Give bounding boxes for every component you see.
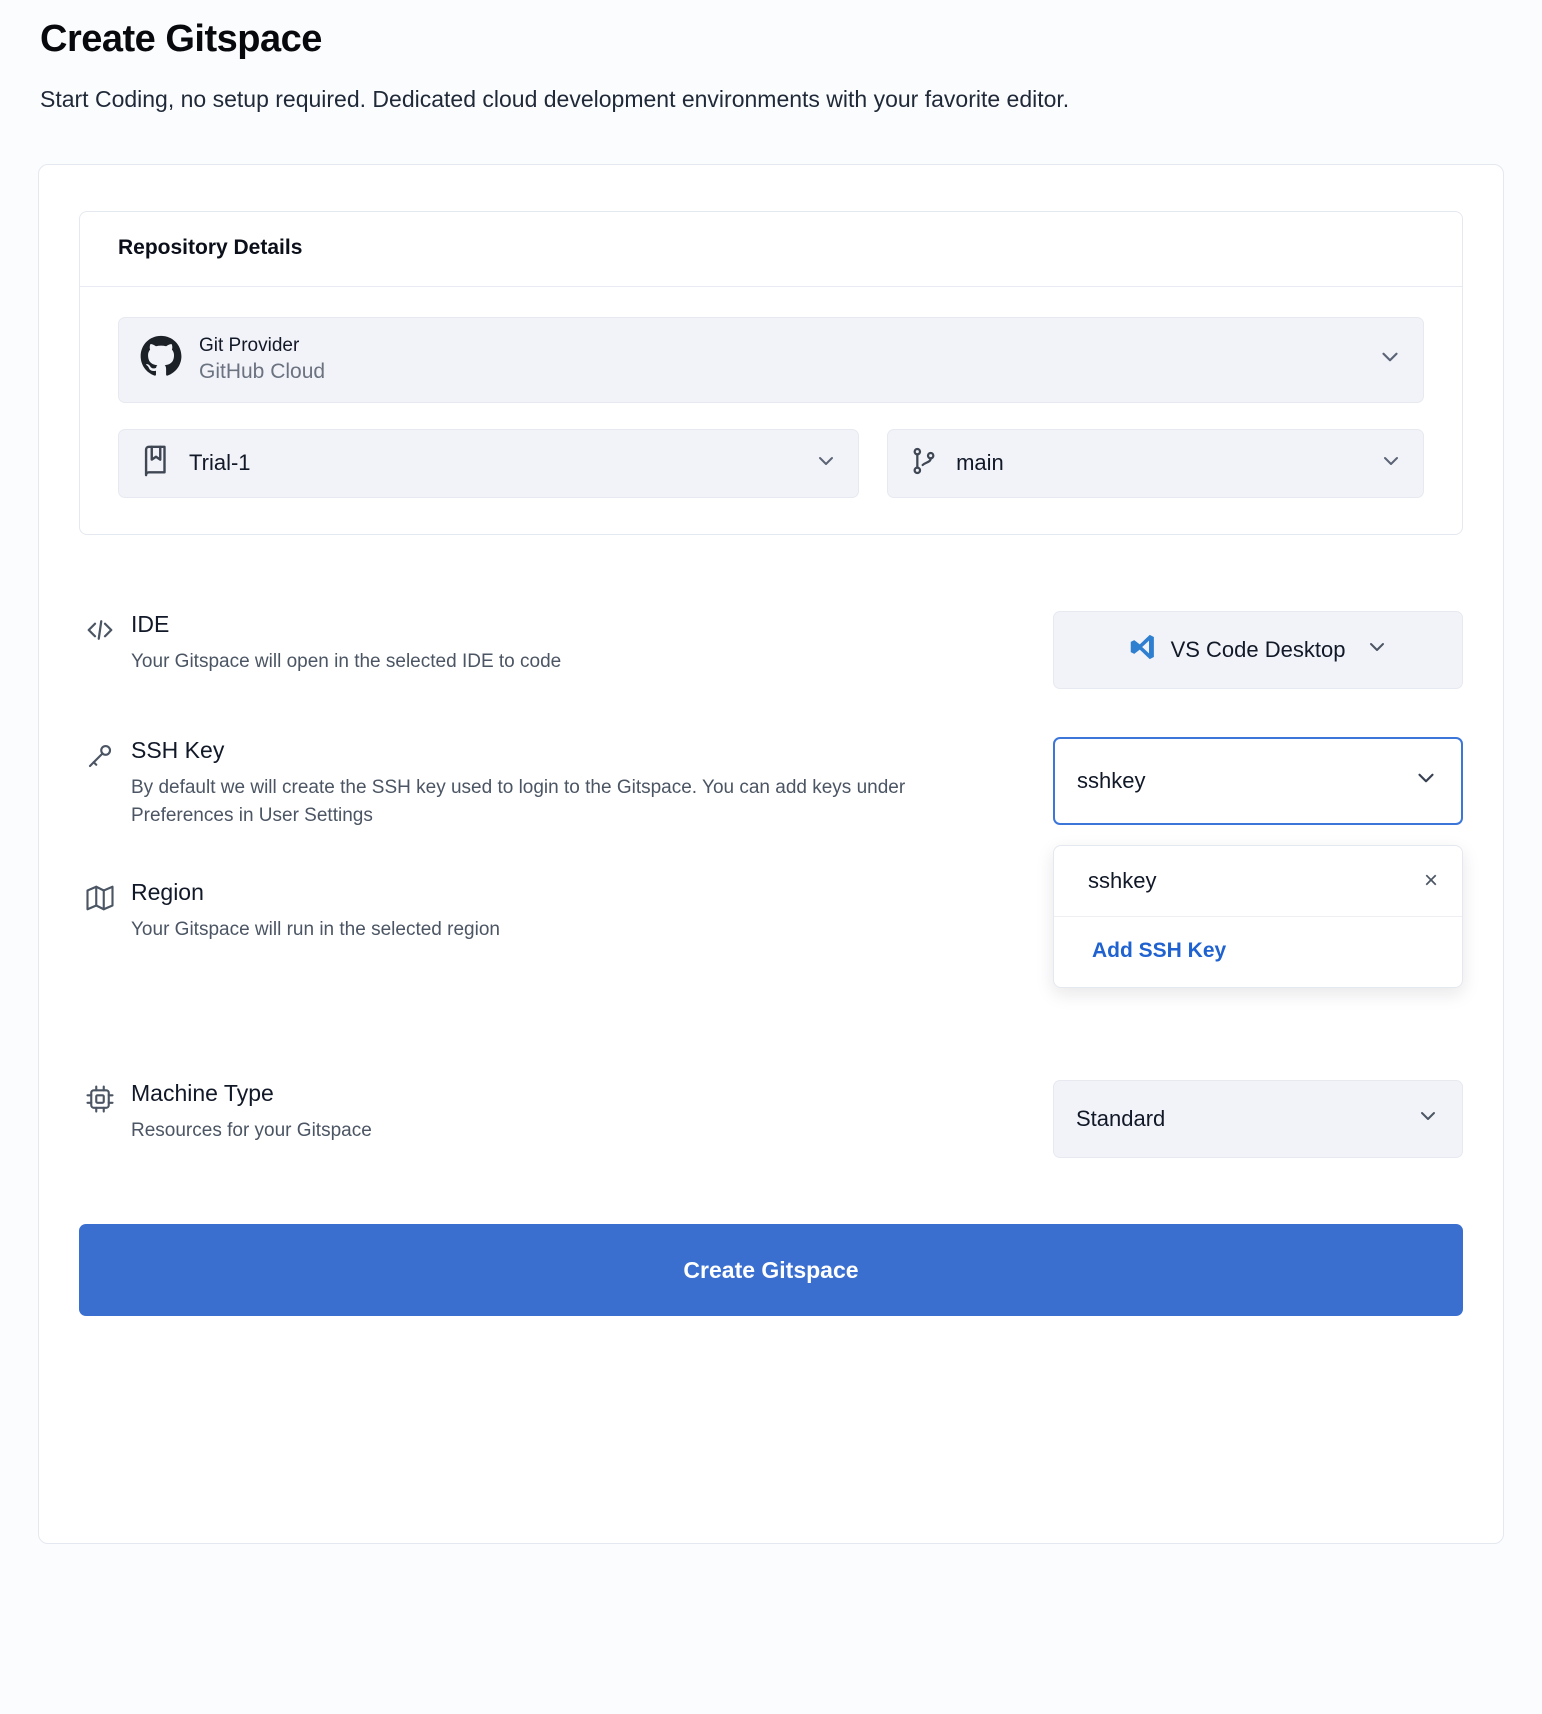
page-subtitle: Start Coding, no setup required. Dedicated cloud development environments with your favorite editor. xyxy=(40,86,1070,112)
key-icon xyxy=(85,737,131,776)
repo-branch-row xyxy=(118,429,1424,498)
git-provider-text xyxy=(199,334,325,385)
option-title: SSH Key xyxy=(131,736,225,763)
repository-value: Trial-1 xyxy=(189,450,251,476)
option-title: Machine Type xyxy=(131,1080,274,1107)
repository-details-section xyxy=(79,211,1463,534)
option-row-ide xyxy=(79,585,1463,711)
option-ssh-control xyxy=(1053,737,1463,962)
option-description: Resources for your Gitspace xyxy=(131,1120,372,1142)
option-title: Region xyxy=(131,878,204,905)
option-machine-text xyxy=(131,1080,1053,1146)
chevron-down-icon xyxy=(814,449,838,478)
page-header xyxy=(0,0,1542,116)
ssh-key-select[interactable] xyxy=(1053,737,1463,825)
option-row-machine-type xyxy=(79,1054,1463,1180)
git-provider-select[interactable] xyxy=(118,317,1424,402)
ssh-key-option-label: sshkey xyxy=(1088,867,1157,893)
ssh-key-option[interactable] xyxy=(1054,846,1462,917)
branch-select[interactable] xyxy=(887,429,1424,498)
chevron-down-icon xyxy=(1416,1104,1440,1134)
chevron-down-icon xyxy=(1377,344,1403,375)
ssh-key-dropdown xyxy=(1053,845,1463,988)
option-description: Your Gitspace will run in the selected region xyxy=(131,918,500,940)
machine-type-value: Standard xyxy=(1076,1106,1166,1132)
add-ssh-key-button[interactable]: Add SSH Key xyxy=(1092,938,1227,962)
ide-select[interactable] xyxy=(1053,611,1463,689)
page-title: Create Gitspace xyxy=(40,18,322,60)
option-region-text xyxy=(131,879,1053,945)
repository-details-title: Repository Details xyxy=(80,212,1462,287)
repository-icon xyxy=(139,444,173,483)
options-list xyxy=(79,585,1463,1181)
option-machine-control xyxy=(1053,1080,1463,1158)
option-title: IDE xyxy=(131,610,170,637)
option-description: By default we will create the SSH key used to login to the Gitspace. You can add keys under Preferences in User Settings xyxy=(131,776,906,827)
create-gitspace-button[interactable]: Create Gitspace xyxy=(79,1224,1463,1316)
git-provider-value: GitHub Cloud xyxy=(199,359,326,383)
machine-type-select[interactable] xyxy=(1053,1080,1463,1158)
form-card xyxy=(38,164,1504,1544)
repository-select[interactable] xyxy=(118,429,859,498)
map-icon xyxy=(85,879,131,918)
option-ide-text xyxy=(131,611,1053,677)
code-icon xyxy=(85,611,131,650)
option-ide-control xyxy=(1053,611,1463,689)
chevron-down-icon xyxy=(1379,449,1403,478)
option-ssh-text xyxy=(131,737,1053,831)
ide-value: VS Code Desktop xyxy=(1170,636,1346,662)
chip-icon xyxy=(85,1080,131,1119)
option-description: Your Gitspace will open in the selected IDE to code xyxy=(131,650,562,672)
close-icon[interactable]: × xyxy=(1423,866,1438,894)
ssh-key-value: sshkey xyxy=(1077,767,1146,793)
repository-details-body xyxy=(80,287,1462,533)
github-icon xyxy=(139,335,183,384)
git-provider-label: Git Provider xyxy=(199,335,300,357)
chevron-down-icon xyxy=(1365,635,1389,665)
chevron-down-icon[interactable] xyxy=(1413,765,1439,797)
vscode-icon xyxy=(1127,632,1157,668)
branch-value: main xyxy=(956,450,1004,476)
branch-icon xyxy=(908,445,940,482)
